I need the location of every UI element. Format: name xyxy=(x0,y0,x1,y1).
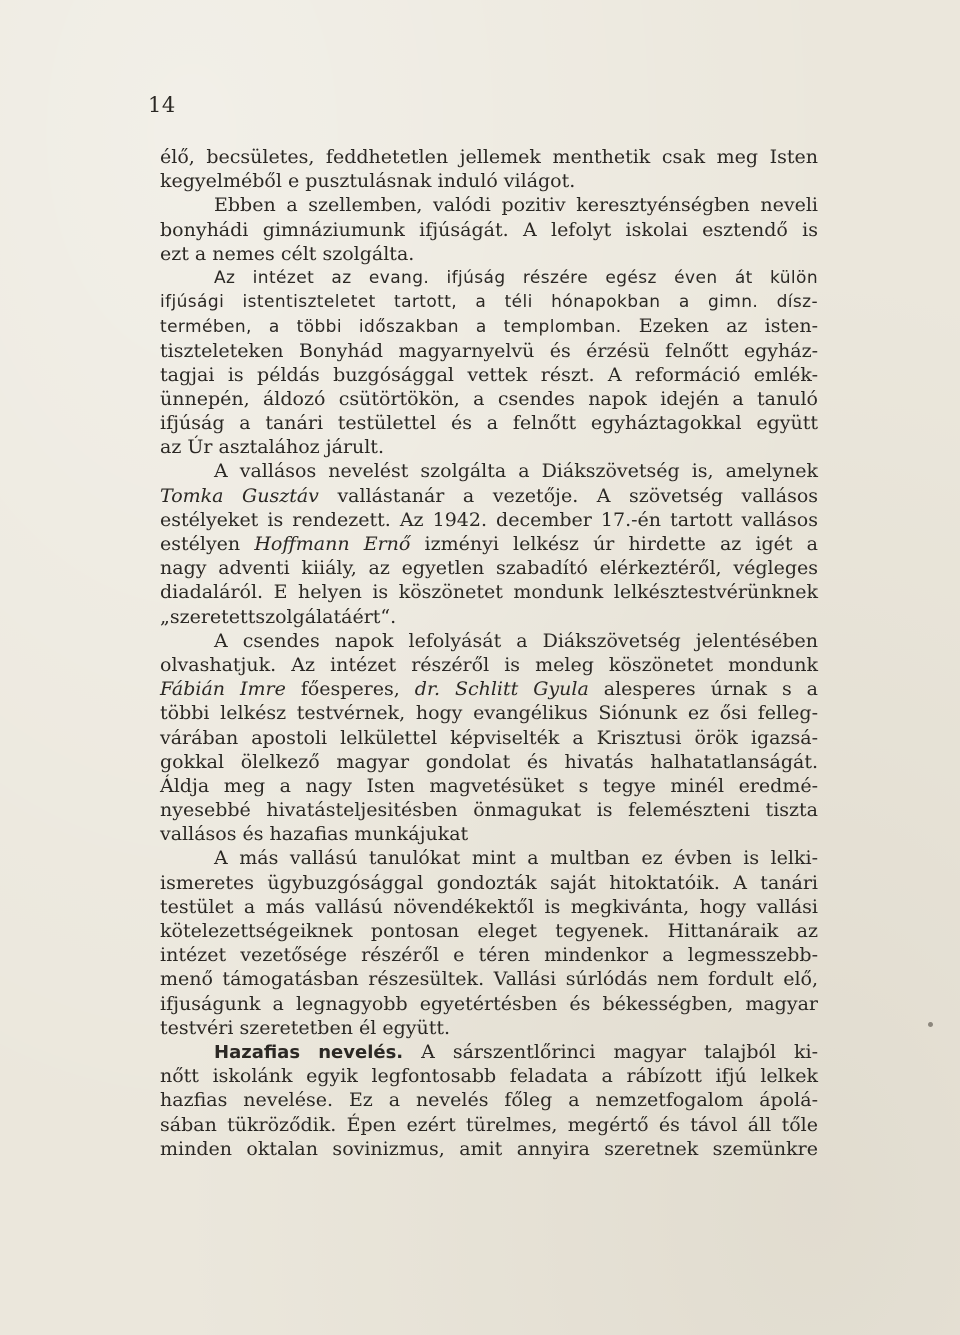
text-line: gokkal ölelkező magyar gondolat és hivatás halhatatlanságát. xyxy=(160,750,818,773)
text-line: ifjúság a tanári testülettel és a felnőtt egyháztagokkal együtt xyxy=(160,412,818,435)
text-line: ifjúsági istentiszteletet tartott, a téli hónapokban a gimn. dísz- xyxy=(160,292,818,313)
person-name: Fábián Imre xyxy=(160,678,286,701)
text-line: A más vallású tanulókat mint a multban ez évben is lelki- xyxy=(214,847,818,870)
text-line: estélyen Hoffmann Ernő iz​ményi lelkész úr hirdette az igét a xyxy=(160,533,819,555)
text-line: ifjuságunk a legnagyobb egyetértésben és békességben, magyar xyxy=(160,992,818,1015)
text-line: kegyelméből e pusztulásnak induló világot. xyxy=(160,170,576,193)
text-line: tagjai is példás buzgósággal vettek részt. A reformáció emlék- xyxy=(160,363,818,386)
text-line: testület a más vallású növendékektől is megkivánta, hogy vallási xyxy=(160,895,818,918)
text-line: Hazafias nevelés. A sárszentlőrinci magyar talajból ki- xyxy=(214,1040,818,1063)
person-name: Tomka Gusztáv xyxy=(160,484,319,507)
text-line: diadaláról. E helyen is köszönetet mondunk lelkésztestvérünknek xyxy=(160,581,818,604)
text-line: Ebben a szellemben, valódi pozitiv keresztyénségben neveli xyxy=(214,194,818,217)
text-line: termében, a többi időszakban a templomban. Ezeken az isten- xyxy=(160,315,818,338)
text-line: Fábián Imre főesperes, dr. Schlitt Gyula alesperes úrnak s a xyxy=(160,678,818,701)
text-line: ismeretes ügybuzgósággal gondozták saját hitoktatóik. A tanári xyxy=(160,871,818,894)
text-line: ünnepén, áldozó csütörtökön, a csendes napok idején a tanuló xyxy=(160,387,818,410)
text-line: menő támogatásban részesültek. Vallási súrlódás nem fordult elő, xyxy=(160,968,818,991)
text-line: Tomka Gusztáv vallástanár a vezetője. A szövetség vallásos xyxy=(160,484,819,507)
text-line: olvashatjuk. Az intézet részéről is meleg köszönetet mondunk xyxy=(160,653,818,676)
text-line: minden oktalan sovinizmus, amit annyira szeretnek szemünkre xyxy=(160,1137,818,1160)
text-line: Áldja meg a nagy Isten magvetésüket s tegye minél eredmé- xyxy=(160,774,818,797)
text-line: bonyhádi gimnáziumunk ifjúságát. A lefolyt iskolai esztendő is xyxy=(160,218,818,241)
text-line: az Úr asztalához járult. xyxy=(160,436,384,459)
text-line: sában tükröződik. Épen ezért türelmes, megértő és távol áll tőle xyxy=(160,1113,818,1136)
text-line: nyesebbé hivatásteljesitésben önmagukat is felemészteni tiszta xyxy=(160,799,818,822)
text-line: „szeretettszolgálatáért“. xyxy=(160,605,397,628)
section-heading: Hazafias nevelés. xyxy=(214,1041,404,1063)
text-line: Az intézet az evang. ifjúság részére egész éven át külön xyxy=(214,267,818,288)
text-line: estélyeket is rendezett. Az 1942. december 17.-én tartott vallásos xyxy=(160,508,818,531)
text-line: nagy adventi kiiály, az egyetlen szabadító elérkeztéről, végleges xyxy=(160,557,818,580)
text-line: intézet vezetősége részéről e téren mindenkor a legmesszebb- xyxy=(160,944,818,967)
person-name: Hoffmann Ernő xyxy=(254,533,411,555)
text-line: vallásos és hazafias munkájukat xyxy=(160,823,469,846)
text-line: tiszteleteken Bonyhád magyarnyelvü és érzésü felnőtt egyház- xyxy=(160,339,818,362)
text-line: testvéri szeretetben él együtt. xyxy=(160,1016,451,1039)
text-line: A csendes napok lefolyását a Diákszövetség jelentésében xyxy=(214,629,818,652)
text-line: A vallásos nevelést szolgálta a Diákszövetség is, amelynek xyxy=(214,460,818,483)
text-line: kötelezettségeiknek pontosan eleget tegyenek. Hittanáraik az xyxy=(160,920,818,942)
page-number: 14 xyxy=(148,93,176,117)
text-line: várában apostoli lelkülettel képviselték a Krisztusi örök igazsá- xyxy=(160,726,818,749)
text-line: ezt a nemes célt szolgálta. xyxy=(160,242,415,265)
person-name: dr. Schlitt Gyula xyxy=(414,678,589,701)
text-line: élő, becsületes, feddhetetlen jellemek menthetik csak meg Isten xyxy=(160,146,818,168)
text-line: hazfias nevelése. Ez a nevelés főleg a nemzetfogalom ápolá- xyxy=(160,1089,818,1112)
body-text xyxy=(160,145,818,1161)
text-line: többi lelkész testvérnek, hogy evangélikus Siónunk ez ősi felleg- xyxy=(160,702,818,725)
paper-speck xyxy=(928,1022,933,1027)
text-line: nőtt iskolánk egyik legfontosabb feladata a rábízott ifjú lelkek xyxy=(160,1065,818,1088)
